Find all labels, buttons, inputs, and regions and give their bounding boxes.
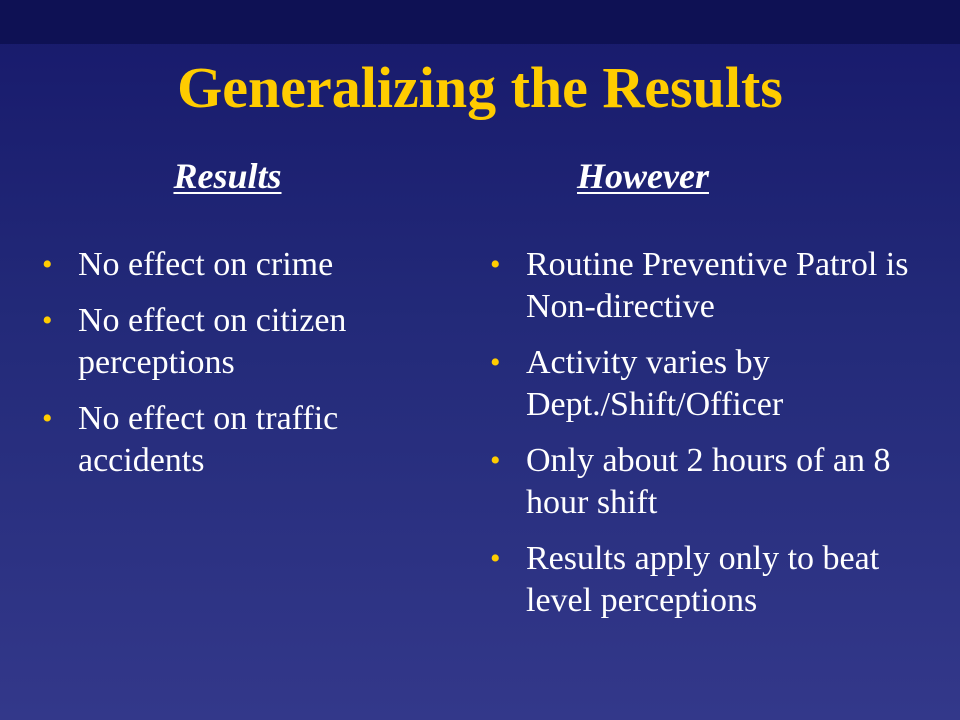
however-list	[488, 244, 928, 622]
slide-title: Generalizing the Results	[177, 55, 783, 120]
however-heading: However	[577, 156, 709, 196]
results-heading: Results	[173, 156, 282, 196]
list-item	[40, 300, 440, 384]
list-item	[40, 244, 440, 286]
bullet-text: Results apply only to beat level perceptions	[526, 540, 880, 619]
list-item	[40, 398, 440, 482]
results-column	[40, 150, 440, 496]
list-item	[488, 538, 928, 622]
bullet-text: Only about 2 hours of an 8 hour shift	[526, 442, 891, 521]
list-item	[488, 342, 928, 426]
bullet-text: No effect on traffic accidents	[78, 400, 339, 479]
however-column	[488, 150, 928, 636]
bullet-icon: •	[490, 248, 501, 281]
list-item	[488, 440, 928, 524]
bullet-icon: •	[42, 304, 53, 337]
bullet-text: No effect on citizen perceptions	[78, 302, 347, 381]
list-item	[488, 244, 928, 328]
bullet-icon: •	[490, 346, 501, 379]
bullet-icon: •	[490, 542, 501, 575]
bullet-text: Activity varies by Dept./Shift/Officer	[526, 344, 784, 423]
bullet-icon: •	[42, 248, 53, 281]
bullet-icon: •	[490, 444, 501, 477]
top-band	[0, 0, 960, 44]
bullet-text: Routine Preventive Patrol is Non-directive	[526, 246, 909, 325]
bullet-icon: •	[42, 402, 53, 435]
bullet-text: No effect on crime	[78, 246, 334, 283]
results-list	[40, 244, 440, 482]
